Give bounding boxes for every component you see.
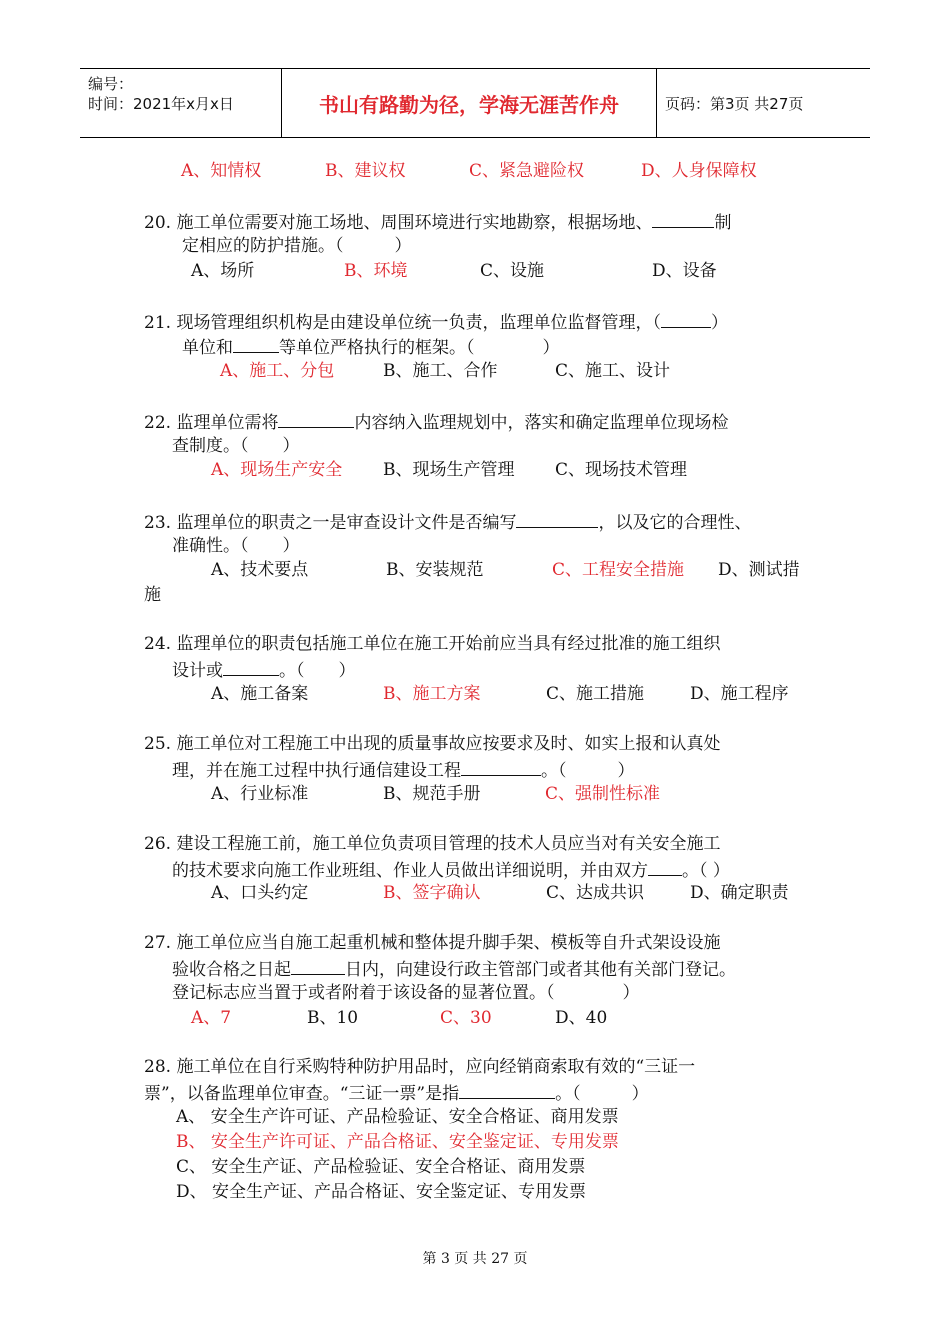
answer-blank [648,861,682,876]
option-b: B、签字确认 [383,883,481,903]
question-text: 制 [714,213,732,233]
option-a: A、技术要点 [211,560,309,580]
question-text: ，以及它的合理性、 [598,513,752,533]
option-c: C、 安全生产证、产品检验证、安全合格证、商用发票 [176,1157,586,1177]
option-a: A、场所 [191,261,255,281]
option-a: A、口头约定 [211,883,309,903]
question-24: 24. 监理单位的职责包括施工单位在施工开始前应当具有经过批准的施工组织 [144,634,721,654]
question-text: 查制度。（ ） [172,436,300,456]
answer-blank [661,313,711,328]
answer-blank [461,761,541,776]
option-d: D、确定职责 [690,883,789,903]
question-27: 27. 施工单位应当自施工起重机械和整体提升脚手架、模板等自升式架设设施 [144,933,721,953]
option-a: A、施工备案 [211,684,309,704]
question-20 [144,213,731,232]
question-text [172,761,635,780]
question-text: 登记标志应当置于或者附着于该设备的显著位置。（ ） [172,983,640,1003]
option-c: C、现场技术管理 [555,460,688,480]
question-text: 。（ ） [682,861,730,881]
option-c: C、达成共识 [546,883,645,903]
question-text: 23. 监理单位的职责之一是审查设计文件是否编写 [144,513,517,533]
option-a: A、知情权 [181,161,262,181]
question-text: 单位和 [182,338,233,358]
option-b: B、施工方案 [383,684,481,704]
answer-blank [223,661,279,676]
answer-blank [459,1084,555,1099]
question-text: 定相应的防护措施。（ ） [182,236,412,256]
question-text [182,338,560,357]
option-b: B、建议权 [325,161,406,181]
question-text: 21. 现场管理组织机构是由建设单位统一负责，监理单位监督管理，（ [144,313,661,333]
question-text [172,861,730,880]
option-d: D、人身保障权 [641,161,757,181]
question-21 [144,313,728,332]
header-meta-cell [80,69,282,137]
option-b: B、环境 [344,261,408,281]
option-b: B、 安全生产许可证、产品合格证、安全鉴定证、专用发票 [176,1132,619,1152]
option-c: C、强制性标准 [545,784,661,804]
question-text: 日内，向建设行政主管部门或者其他有关部门登记。 [345,960,736,980]
option-d: D、设备 [652,261,717,281]
option-d: D、 安全生产证、产品合格证、安全鉴定证、专用发票 [176,1182,587,1202]
question-22 [144,413,728,432]
page-info: 页码：第3页 共27页 [665,95,804,113]
option-b: B、现场生产管理 [383,460,515,480]
question-text: 。（ ） [541,761,635,781]
option-d-continuation: 施 [144,585,161,605]
motto: 书山有路勤为径，学海无涯苦作舟 [319,93,619,117]
option-c: C、施工、设计 [555,361,671,381]
question-text [172,661,356,680]
question-text: 。（ ） [279,661,356,681]
question-28: 28. 施工单位在自行采购特种防护用品时，应向经销商索取有效的“三证一 [144,1057,696,1077]
page-footer: 第 3 页 共 27 页 [422,1251,528,1267]
option-b: B、规范手册 [383,784,481,804]
option-c: C、30 [440,1008,492,1028]
question-text: 内容纳入监理规划中，落实和确定监理单位现场检 [354,413,729,433]
option-a: A、施工、分包 [220,361,335,381]
question-text: 22. 监理单位需将 [144,413,279,433]
question-text [172,960,736,979]
question-text: ） [710,313,728,333]
option-d: D、施工程序 [690,684,789,704]
answer-blank [516,513,598,528]
question-text: 等单位严格执行的框架。（ ） [279,338,560,358]
header-page-cell [657,69,870,137]
question-text: 的技术要求向施工作业班组、作业人员做出详细说明，并由双方 [172,861,648,881]
option-a: A、行业标准 [211,784,309,804]
option-b: B、安装规范 [386,560,484,580]
question-text: 准确性。（ ） [172,536,300,556]
page-header [80,68,870,138]
option-c: C、工程安全措施 [552,560,685,580]
header-motto-cell [282,69,657,137]
question-23 [144,513,751,532]
question-text [144,1084,649,1103]
option-b: B、10 [307,1008,359,1028]
date-label: 时间：2021年x月x日 [88,95,234,113]
number-label: 编号： [88,75,134,93]
option-b: B、施工、合作 [383,361,498,381]
answer-blank [652,213,714,228]
option-d: D、40 [555,1008,608,1028]
option-c: C、施工措施 [546,684,645,704]
question-text: 票”，以备监理单位审查。“三证一票”是指 [144,1084,460,1104]
option-c: C、紧急避险权 [469,161,585,181]
option-a: A、 安全生产许可证、产品检验证、安全合格证、商用发票 [176,1107,619,1127]
question-text: 验收合格之日起 [172,960,291,980]
answer-blank [278,413,354,428]
question-text: 理，并在施工过程中执行通信建设工程 [172,761,461,781]
option-a: A、7 [191,1008,232,1028]
answer-blank [233,338,279,353]
question-25: 25. 施工单位对工程施工中出现的质量事故应按要求及时、如实上报和认真处 [144,734,721,754]
question-text: 20. 施工单位需要对施工场地、周围环境进行实地勘察，根据场地、 [144,213,653,233]
option-d: D、测试措 [718,560,800,580]
question-text: 。（ ） [555,1084,649,1104]
option-c: C、设施 [480,261,545,281]
question-text: 设计或 [172,661,223,681]
answer-blank [291,960,345,975]
question-26: 26. 建设工程施工前，施工单位负责项目管理的技术人员应当对有关安全施工 [144,834,721,854]
option-a: A、现场生产安全 [211,460,343,480]
